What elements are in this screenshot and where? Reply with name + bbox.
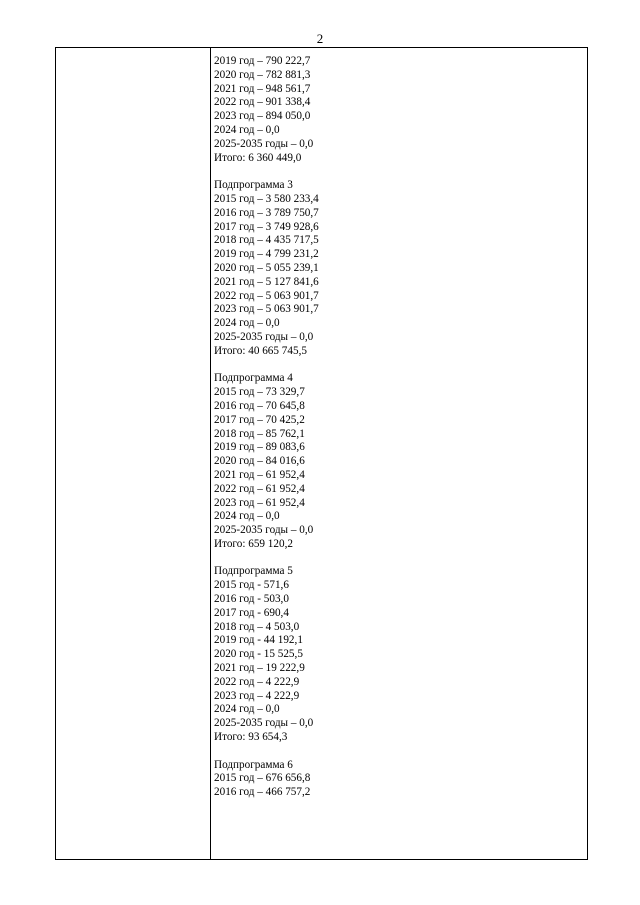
- year-funding-line: 2025-2035 годы – 0,0: [214, 524, 314, 537]
- funding-block: [214, 565, 587, 744]
- subprogram-heading: Подпрограмма 6: [214, 758, 293, 771]
- year-funding-line: 2016 год – 466 757,2: [214, 786, 311, 799]
- year-funding-line: 2017 год – 3 749 928,6: [214, 220, 319, 233]
- total-line: Итого: 93 654,3: [214, 731, 288, 744]
- year-funding-line: 2024 год – 0,0: [214, 123, 280, 136]
- year-funding-line: 2016 год – 70 645,8: [214, 399, 305, 412]
- year-funding-line: 2021 год – 5 127 841,6: [214, 275, 319, 288]
- year-funding-line: 2019 год - 44 192,1: [214, 634, 303, 647]
- year-funding-line: 2021 год – 19 222,9: [214, 662, 305, 675]
- year-funding-line: 2022 год – 901 338,4: [214, 96, 311, 109]
- year-funding-line: 2022 год – 4 222,9: [214, 675, 300, 688]
- total-line: Итого: 6 360 449,0: [214, 151, 302, 164]
- year-funding-line: 2015 год – 676 656,8: [214, 772, 311, 785]
- year-funding-line: 2020 год – 782 881,3: [214, 68, 311, 81]
- year-funding-line: 2021 год – 61 952,4: [214, 468, 305, 481]
- year-funding-line: 2018 год – 4 503,0: [214, 620, 300, 633]
- year-funding-line: 2022 год – 5 063 901,7: [214, 289, 319, 302]
- year-funding-line: 2018 год – 4 435 717,5: [214, 234, 319, 247]
- year-funding-line: 2022 год – 61 952,4: [214, 482, 305, 495]
- year-funding-line: 2023 год – 894 050,0: [214, 110, 311, 123]
- year-funding-line: 2024 год – 0,0: [214, 510, 280, 523]
- year-funding-line: 2017 год – 70 425,2: [214, 413, 305, 426]
- funding-block: [214, 179, 587, 358]
- year-funding-line: 2023 год – 4 222,9: [214, 689, 300, 702]
- total-line: Итого: 40 665 745,5: [214, 344, 307, 357]
- year-funding-line: 2016 год – 3 789 750,7: [214, 206, 319, 219]
- total-line: Итого: 659 120,2: [214, 537, 293, 550]
- year-funding-line: 2024 год – 0,0: [214, 703, 280, 716]
- page-number: 2: [316, 31, 324, 46]
- year-funding-line: 2025-2035 годы – 0,0: [214, 137, 314, 150]
- year-funding-line: 2025-2035 годы – 0,0: [214, 717, 314, 730]
- table-value-cell: [211, 48, 587, 859]
- year-funding-line: 2019 год – 4 799 231,2: [214, 248, 319, 261]
- subprogram-heading: Подпрограмма 3: [214, 179, 293, 192]
- funding-table: [55, 47, 588, 860]
- year-funding-line: 2016 год - 503,0: [214, 593, 289, 606]
- year-funding-line: 2019 год – 790 222,7: [214, 55, 311, 67]
- year-funding-line: 2015 год – 73 329,7: [214, 386, 305, 399]
- funding-block: [214, 759, 587, 800]
- subprogram-heading: Подпрограмма 4: [214, 372, 293, 385]
- year-funding-line: 2019 год – 89 083,6: [214, 441, 305, 454]
- year-funding-line: 2015 год - 571,6: [214, 579, 289, 592]
- year-funding-line: 2020 год – 5 055 239,1: [214, 261, 319, 274]
- year-funding-line: 2015 год – 3 580 233,4: [214, 192, 319, 205]
- year-funding-line: 2020 год - 15 525,5: [214, 648, 303, 661]
- year-funding-line: 2018 год – 85 762,1: [214, 427, 305, 440]
- subprogram-heading: Подпрограмма 5: [214, 565, 293, 578]
- year-funding-line: 2017 год - 690,4: [214, 606, 289, 619]
- year-funding-line: 2025-2035 годы – 0,0: [214, 330, 314, 343]
- year-funding-line: 2024 год – 0,0: [214, 317, 280, 330]
- funding-block: [214, 372, 587, 551]
- year-funding-line: 2023 год – 5 063 901,7: [214, 303, 319, 316]
- year-funding-line: 2023 год – 61 952,4: [214, 496, 305, 509]
- year-funding-line: 2021 год – 948 561,7: [214, 82, 311, 95]
- funding-block: [214, 55, 587, 165]
- year-funding-line: 2020 год – 84 016,6: [214, 455, 305, 468]
- table-label-cell: [56, 48, 211, 859]
